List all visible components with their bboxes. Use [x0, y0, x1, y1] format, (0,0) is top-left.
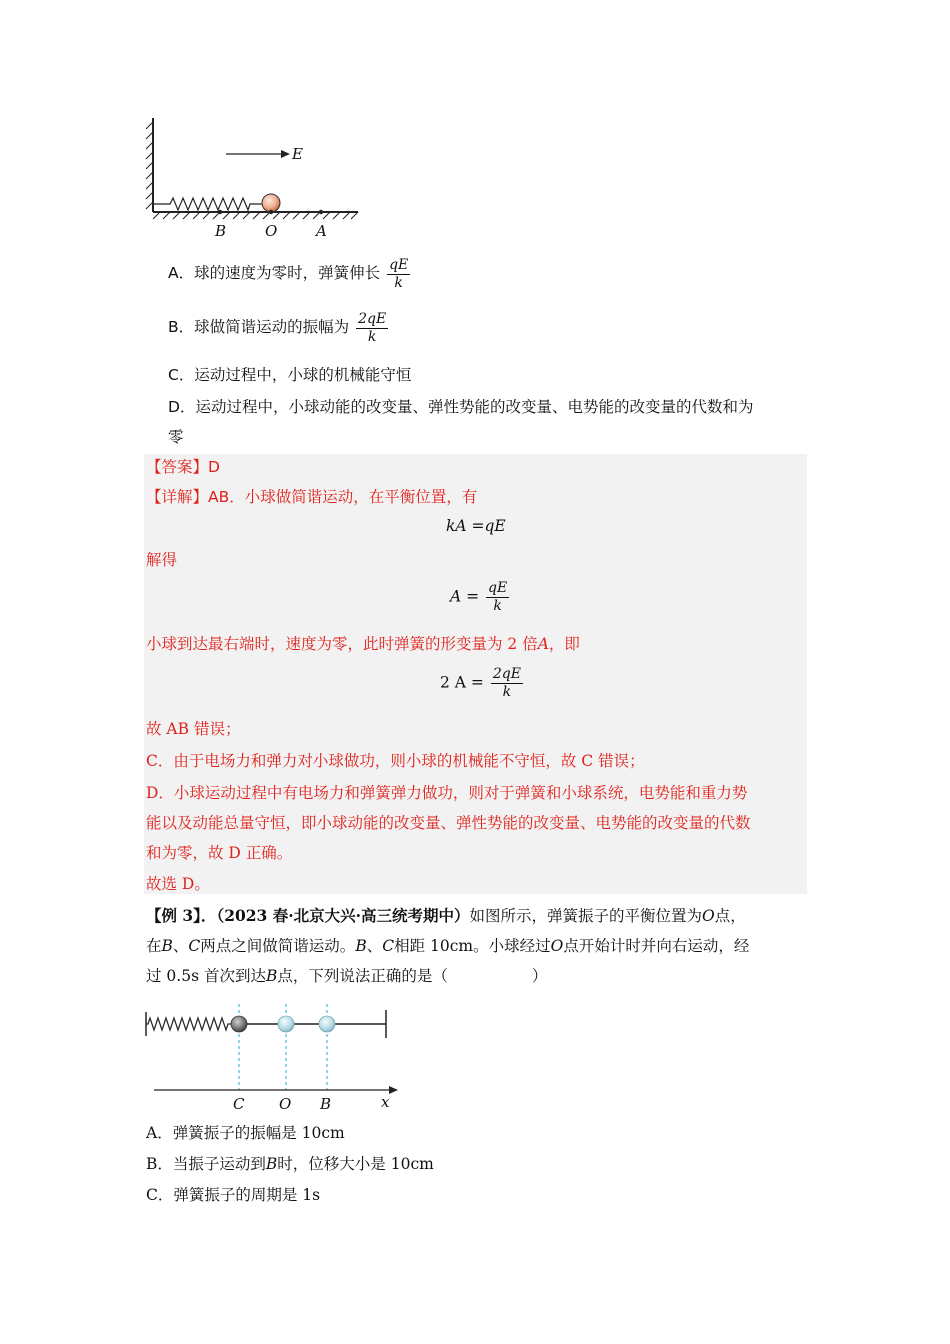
- spring-field-figure: [140, 112, 370, 242]
- field-arrow-head: [281, 150, 290, 158]
- spring: [153, 198, 263, 210]
- label-b: B: [320, 1095, 332, 1113]
- example3-stem-2: 在B、C两点之间做简谐运动。B、C相距 10cm。小球经过O点开始计时并向右运动，经: [146, 937, 750, 955]
- ball-at-b: [319, 1016, 335, 1032]
- fraction-2qe-over-k: $\frac{2qE}{k}$: [358, 310, 387, 345]
- equation-2a-frac: 2 A = $\frac{2qE}{k}$: [440, 666, 521, 700]
- equation-ka-qe: kA =qE: [446, 517, 506, 535]
- fraction-qe-over-k: $\frac{qE}{k}$: [389, 256, 409, 291]
- answer-line: 【答案】D: [146, 458, 220, 476]
- equation-a-frac: A = $\frac{qE}{k}$: [450, 580, 508, 614]
- ex3-option-b: B．当振子运动到B时，位移大小是 10cm: [146, 1155, 434, 1173]
- d-analysis-1: D．小球运动过程中有电场力和弹簧弹力做功，则对于弹簧和小球系统，电势能和重力势: [146, 784, 748, 802]
- label-o: O: [279, 1095, 292, 1113]
- conclusion: 故选 D。: [146, 875, 210, 893]
- oscillator-spring: [146, 1018, 232, 1030]
- example3-stem-1: 【例 3】．（2023 春·北京大兴·高三统考期中）如图所示，弹簧振子的平衡位置为O点，: [146, 906, 746, 925]
- field-label: E: [292, 145, 303, 163]
- oscillator-figure: [140, 1000, 400, 1112]
- point-label-a: A: [316, 222, 327, 240]
- c-analysis: C．由于电场力和弹力对小球做功，则小球的机械能不守恒，故 C 错误；: [146, 752, 645, 770]
- ball-at-c: [231, 1016, 247, 1032]
- point-label-b: B: [215, 222, 227, 240]
- option-d-continued: 零: [168, 428, 184, 446]
- d-analysis-3: 和为零，故 D 正确。: [146, 844, 293, 862]
- d-analysis-2: 能以及动能总量守恒，即小球动能的改变量、弹性势能的改变量、电势能的改变量的代数: [146, 814, 751, 832]
- label-c: C: [233, 1095, 245, 1113]
- option-b: B．球做简谐运动的振幅为 $\frac{2qE}{k}$: [168, 310, 387, 345]
- ex3-option-a: A．弹簧振子的振幅是 10cm: [146, 1124, 345, 1142]
- option-d: D．运动过程中，小球动能的改变量、弹性势能的改变量、电势能的改变量的代数和为: [168, 398, 754, 416]
- analysis-intro: 【详解】AB．小球做简谐运动，在平衡位置，有: [146, 488, 478, 506]
- ball: [262, 194, 280, 212]
- ex3-option-c: C．弹簧振子的周期是 1s: [146, 1186, 321, 1204]
- ball-at-o: [278, 1016, 294, 1032]
- option-c: C．运动过程中，小球的机械能守恒: [168, 366, 412, 384]
- label-x: x: [381, 1093, 390, 1111]
- example3-stem-3: 过 0.5s 首次到达B点，下列说法正确的是（ ）: [146, 967, 548, 985]
- option-a: A．球的速度为零时，弹簧伸长 $\frac{qE}{k}$: [168, 256, 409, 291]
- point-label-o: O: [265, 222, 278, 240]
- solve-word: 解得: [146, 551, 178, 569]
- right-end-line: 小球到达最右端时，速度为零，此时弹簧的形变量为 2 倍A，即: [146, 635, 580, 653]
- ab-wrong: 故 AB 错误；: [146, 720, 241, 738]
- x-axis-arrow: [389, 1086, 398, 1094]
